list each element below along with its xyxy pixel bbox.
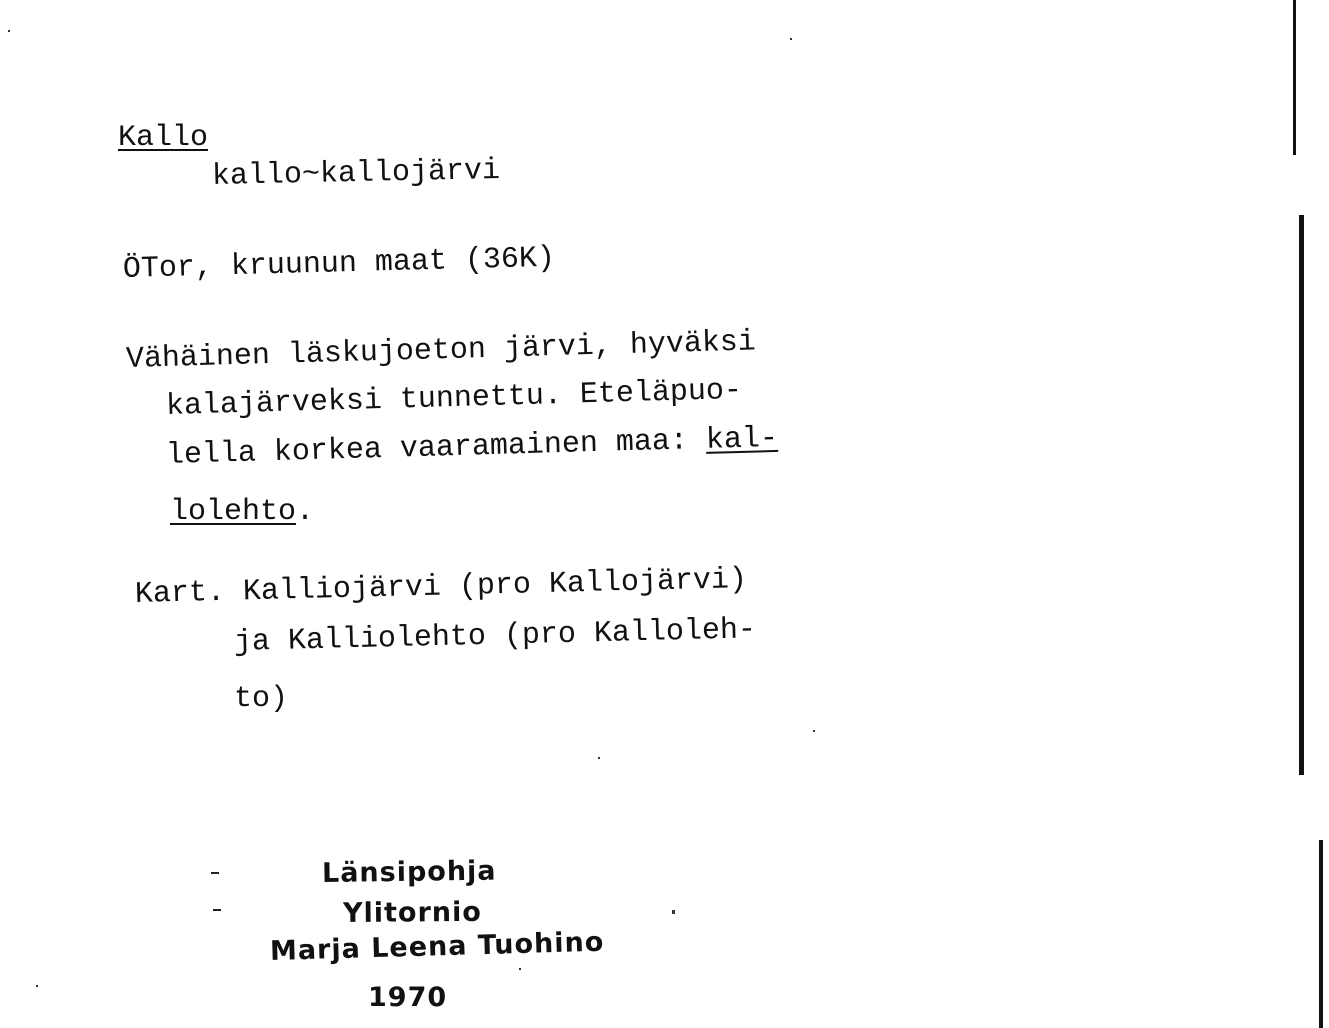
scan-dash (213, 909, 221, 911)
stamp-collector: Marja Leena Tuohino (269, 926, 605, 967)
stamp-parish: Ylitornio (342, 896, 482, 929)
description-line-1: Vähäinen läskujoeton järvi, hyväksi (125, 325, 757, 377)
description-line-3-text: lella korkea vaaramainen maa: (165, 423, 707, 473)
description-line-4 (170, 497, 314, 527)
description-line-3 (165, 421, 779, 473)
stamp-year: 1970 (368, 982, 448, 1013)
location-line: ÖTor, kruunun maat (36K) (122, 241, 556, 287)
map-note-line-2: ja Kalliolehto (pro Kalloleh- (233, 613, 757, 660)
scan-speck (519, 968, 521, 970)
scan-speck (8, 30, 10, 32)
scan-edge-bottom (1319, 840, 1323, 1028)
scan-edge-middle (1299, 215, 1304, 775)
scan-speck (790, 38, 792, 40)
scan-speck (813, 730, 815, 732)
stamp-region: Länsipohja (321, 855, 497, 889)
map-note-line-1: Kart. Kalliojärvi (pro Kallojärvi) (134, 563, 748, 612)
underlined-fragment-kal: kal- (705, 421, 779, 458)
scan-edge-top (1293, 0, 1296, 155)
scan-speck (36, 985, 38, 987)
scan-dash (211, 872, 219, 874)
map-note-line-3: to) (234, 682, 289, 716)
underlined-kallolehto: lolehto (170, 495, 297, 529)
scan-speck (598, 757, 600, 759)
headword: Kallo (118, 121, 209, 155)
description-line-2: kalajärveksi tunnettu. Eteläpuo- (165, 373, 743, 424)
scan-speck (672, 910, 675, 914)
description-line-4-end: . (296, 495, 315, 529)
variant-forms: kallo~kallojärvi (211, 153, 501, 194)
